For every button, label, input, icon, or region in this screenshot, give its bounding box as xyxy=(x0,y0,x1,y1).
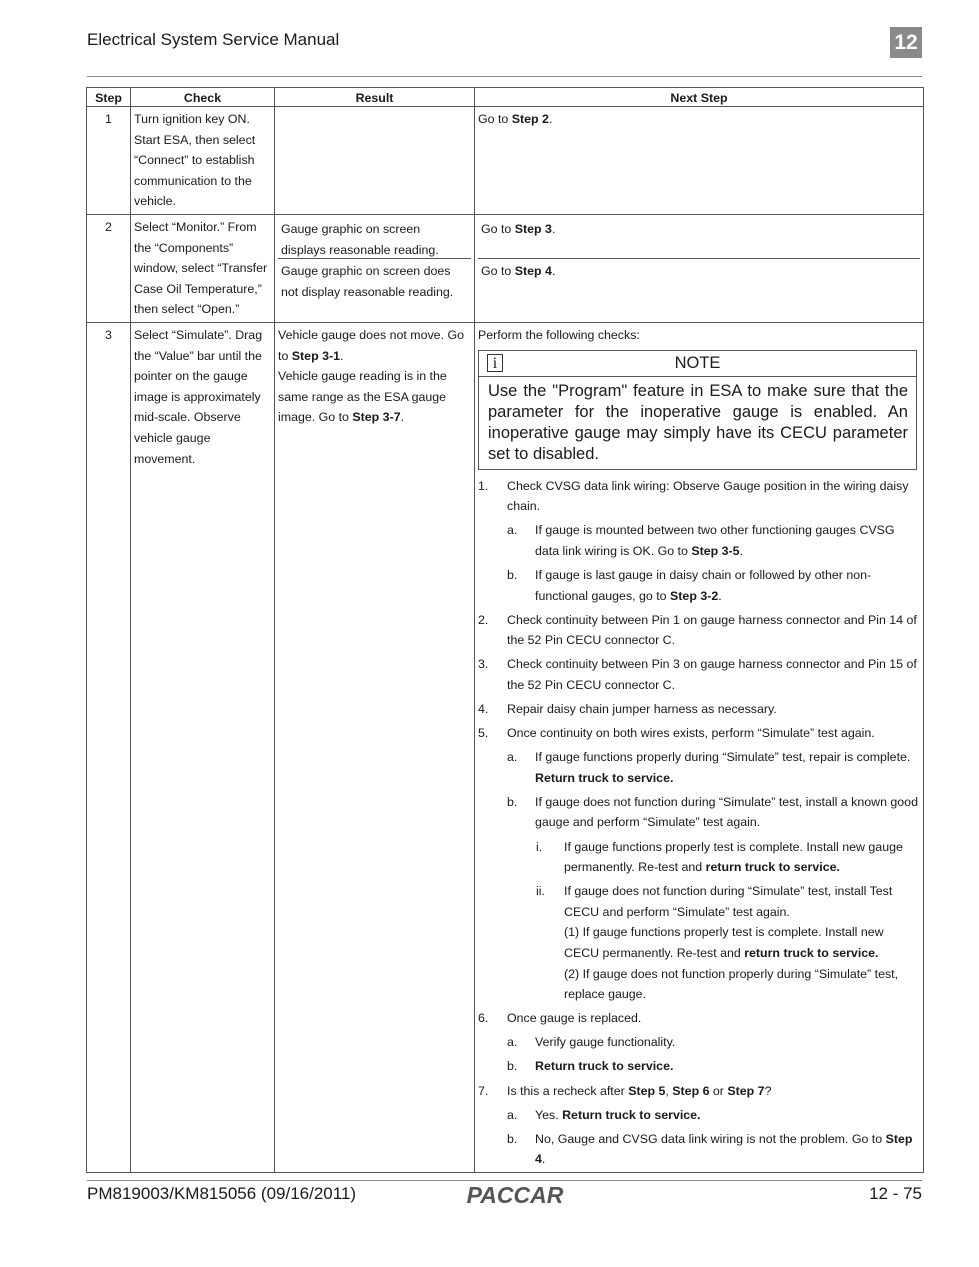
step-link: Step 5 xyxy=(628,1083,666,1098)
result-line xyxy=(278,366,471,428)
checks-intro: Perform the following checks: xyxy=(478,327,640,342)
list-text: Repair daisy chain jumper harness as necessary. xyxy=(507,701,777,716)
list-item xyxy=(478,747,920,788)
result-pre: Vehicle gauge does not move. Go to xyxy=(278,327,464,363)
document-number: PM819003/KM815056 (09/16/2011) xyxy=(87,1184,357,1203)
list-marker: ii. xyxy=(536,884,545,899)
next-step-text xyxy=(478,217,920,258)
next-post: . xyxy=(551,221,556,236)
list-item xyxy=(478,723,920,744)
step-link: Step 3-2 xyxy=(670,588,719,603)
step-link: Step 3-1 xyxy=(291,348,340,363)
list-text: If gauge is mounted between two other functioning gauges CVSG data link wiring is OK. Go to xyxy=(535,523,895,558)
list-text: . xyxy=(718,588,722,603)
check-text: Select “Monitor.” From the “Components” window, select “Transfer Case Oil Temperature,” then select “Open.” xyxy=(131,214,275,322)
next-pre: Go to xyxy=(481,221,515,236)
list-marker: i. xyxy=(536,839,543,854)
list-text: Yes. xyxy=(535,1107,563,1122)
logo-text: PACCAR xyxy=(466,1183,564,1207)
list-text: . xyxy=(739,543,743,558)
note-header xyxy=(479,351,916,377)
table-header-row xyxy=(87,88,924,107)
list-item xyxy=(478,1056,920,1077)
next-step-link: Step 2 xyxy=(511,112,549,126)
result-text: Gauge graphic on screen displays reasonable reading. xyxy=(281,221,439,257)
step-link: Step 3-7 xyxy=(352,410,401,425)
list-item xyxy=(478,1032,920,1053)
next-step-link: Step 3 xyxy=(514,221,552,236)
result-post: . xyxy=(339,348,344,363)
manual-title: Electrical System Service Manual xyxy=(87,30,340,49)
check-text: Turn ignition key ON. Start ESA, then select “Connect” to establish communication to the vehicle. xyxy=(131,107,275,215)
step-link: Step 6 xyxy=(672,1083,710,1098)
step-link: Step 4 xyxy=(535,1131,913,1167)
list-marker: a. xyxy=(507,1035,518,1050)
list-marker: 3. xyxy=(478,657,489,672)
list-text: Is this a recheck after xyxy=(507,1083,629,1098)
result-text: Gauge graphic on screen does not display reasonable reading. xyxy=(278,258,471,318)
list-text: or xyxy=(709,1083,728,1098)
next-pre: Go to xyxy=(481,263,515,278)
list-marker: 4. xyxy=(478,701,489,716)
table-row xyxy=(87,322,924,1172)
chapter-badge: 12 xyxy=(890,27,922,58)
list-marker: 5. xyxy=(478,726,489,741)
list-item xyxy=(478,837,920,878)
list-item xyxy=(478,699,920,720)
note-box xyxy=(478,350,917,470)
result-pre: Vehicle gauge reading is in the same range as the ESA gauge image. Go to xyxy=(278,369,447,425)
result-line xyxy=(278,325,471,366)
emphasis-text: Return truck to service. xyxy=(535,770,674,785)
list-text: . xyxy=(541,1152,546,1167)
list-text: If gauge does not function during “Simulate” test, install a known good gauge and perform “Simulate” test again. xyxy=(535,794,918,830)
list-item xyxy=(478,565,920,606)
list-text: Verify gauge functionality. xyxy=(535,1035,676,1050)
emphasis-text: Return truck to service. xyxy=(535,1059,674,1074)
header-result: Result xyxy=(275,88,475,107)
list-marker: b. xyxy=(507,1059,518,1074)
list-item xyxy=(478,520,920,561)
result-text xyxy=(275,107,475,215)
list-text: Check CVSG data link wiring: Observe Gauge position in the wiring daisy chain. xyxy=(507,478,909,514)
list-text: If gauge does not function during “Simulate” test, install Test CECU and perform “Simulate” test again. xyxy=(564,884,893,919)
list-marker: 1. xyxy=(478,478,489,493)
header-step: Step xyxy=(87,88,131,107)
next-post: . xyxy=(551,263,556,278)
list-marker: 6. xyxy=(478,1011,489,1026)
list-item xyxy=(478,610,920,651)
note-title: NOTE xyxy=(674,353,721,372)
list-marker: a. xyxy=(507,523,518,538)
list-item xyxy=(478,1081,920,1102)
next-step-link: Step 4 xyxy=(514,263,552,278)
result-post: . xyxy=(400,410,405,425)
list-text: No, Gauge and CVSG data link wiring is not the problem. Go to xyxy=(535,1131,886,1146)
page-number: 12 - 75 xyxy=(869,1184,922,1203)
step-number: 1 xyxy=(87,107,131,215)
list-marker: b. xyxy=(507,794,518,809)
list-marker: b. xyxy=(507,1131,518,1146)
step-link: Step 3-5 xyxy=(691,543,740,558)
list-item xyxy=(478,476,920,517)
list-text: If gauge functions properly test is complete. Install new gauge permanently. Re-test and xyxy=(564,839,903,875)
step-link: Step 7 xyxy=(727,1083,765,1098)
list-text: If gauge functions properly during “Simulate” test, repair is complete. xyxy=(535,750,911,765)
check-text: Select “Simulate”. Drag the “Value” bar until the pointer on the gauge image is approximately mid-scale. Observe vehicle gauge movement. xyxy=(131,322,275,1172)
emphasis-text: Return truck to service. xyxy=(562,1107,701,1122)
list-marker: b. xyxy=(507,567,518,582)
list-text: (2) If gauge does not function properly during “Simulate” test, replace gauge. xyxy=(564,966,899,1002)
emphasis-text: return truck to service. xyxy=(705,860,840,875)
result-cell xyxy=(275,214,475,322)
list-text: Check continuity between Pin 3 on gauge harness connector and Pin 15 of the 52 Pin CECU connector C. xyxy=(507,657,917,692)
list-marker: 2. xyxy=(478,612,489,627)
next-step-cell xyxy=(475,214,924,322)
table-row xyxy=(87,214,924,322)
next-step-text xyxy=(475,107,924,215)
emphasis-text: return truck to service. xyxy=(744,946,879,960)
header-next-step: Next Step xyxy=(475,88,924,107)
note-text: Use the "Program" feature in ESA to make sure that the parameter for the inoperative gauge is enabled. An inoperative gauge may simply have its CECU parameter set to disabled. xyxy=(488,381,908,463)
list-item xyxy=(478,1105,920,1126)
list-item xyxy=(478,1129,920,1170)
header-divider xyxy=(87,76,922,77)
paccar-logo xyxy=(462,1183,568,1207)
info-icon: i xyxy=(487,354,503,372)
list-text: (1) If gauge functions properly test is complete. Install new CECU permanently. Re-test and xyxy=(564,925,884,960)
list-marker: 7. xyxy=(478,1083,489,1098)
list-item xyxy=(478,654,920,695)
list-text: , xyxy=(665,1083,673,1098)
list-item xyxy=(478,881,920,1005)
list-marker: a. xyxy=(507,750,518,765)
step-number: 2 xyxy=(87,214,131,322)
header-check: Check xyxy=(131,88,275,107)
step-number: 3 xyxy=(87,322,131,1172)
next-pre: Go to xyxy=(478,112,512,126)
next-post: . xyxy=(548,112,553,126)
list-text: Once gauge is replaced. xyxy=(507,1011,642,1026)
next-step-text xyxy=(475,322,924,1172)
footer-divider xyxy=(87,1180,922,1181)
list-text: Once continuity on both wires exists, perform “Simulate” test again. xyxy=(507,726,875,741)
list-item xyxy=(478,792,920,833)
list-item xyxy=(478,1008,920,1029)
list-marker: a. xyxy=(507,1107,518,1122)
list-text: Check continuity between Pin 1 on gauge harness connector and Pin 14 of the 52 Pin CECU connector C. xyxy=(507,612,917,648)
table-row xyxy=(87,107,924,215)
next-step-text xyxy=(478,258,920,318)
diagnostic-table xyxy=(86,87,924,1173)
result-text xyxy=(275,322,475,1172)
list-text: If gauge is last gauge in daisy chain or followed by other non-functional gauges, go to xyxy=(535,567,872,603)
list-text: ? xyxy=(764,1083,772,1098)
